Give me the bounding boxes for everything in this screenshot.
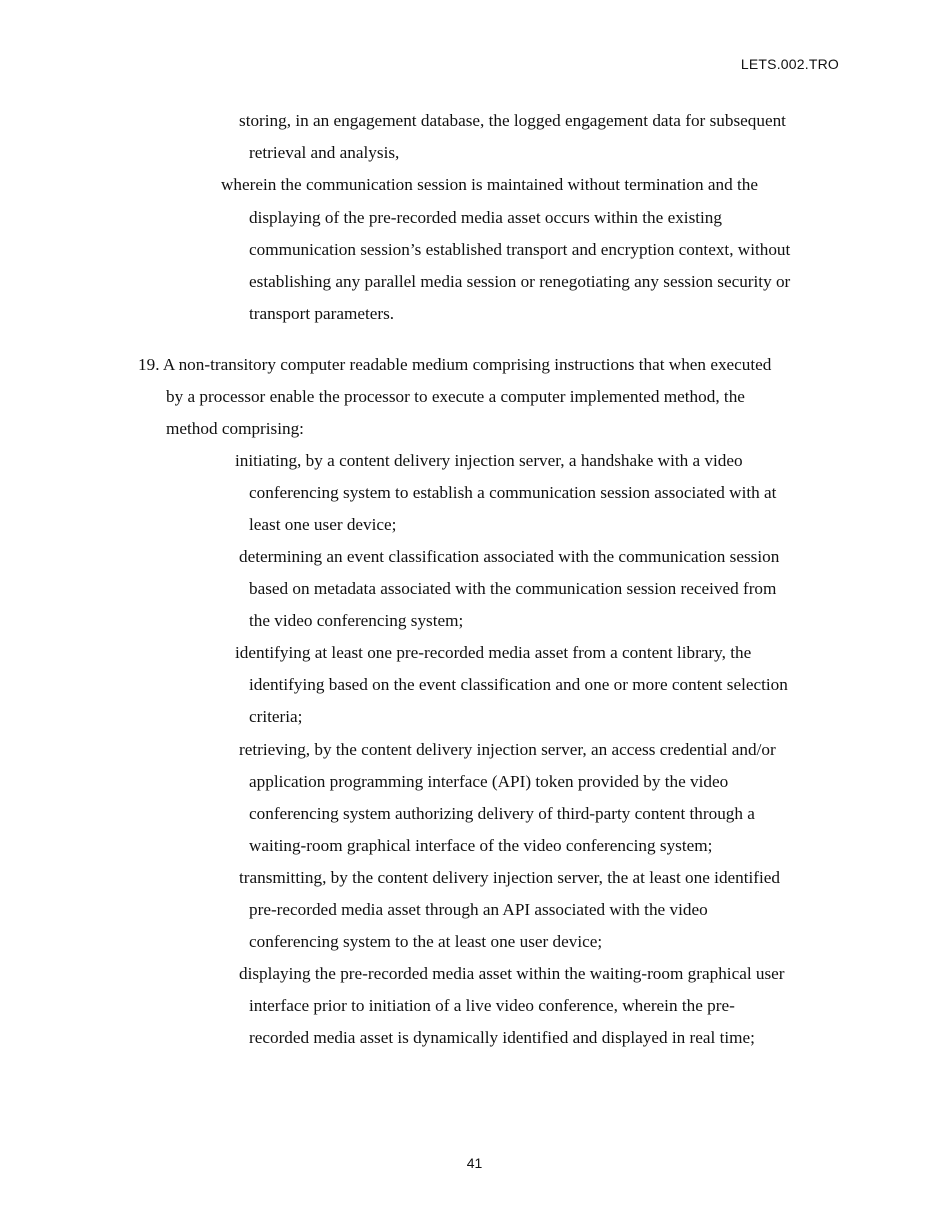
text-line: waiting-room graphical interface of the video conferencing system; [249,836,713,855]
text-line: initiating, by a content delivery injection server, a handshake with a video [235,451,743,470]
text-line: by a processor enable the processor to execute a computer implemented method, the [166,387,745,406]
text-line: method comprising: [166,419,304,438]
text-line: displaying of the pre-recorded media asset occurs within the existing [249,208,722,227]
text-line: identifying at least one pre-recorded media asset from a content library, the [235,643,752,662]
text-line: based on metadata associated with the communication session received from [249,579,777,598]
text-line: displaying the pre-recorded media asset within the waiting-room graphical user [239,964,785,983]
text-line: determining an event classification associated with the communication session [239,547,780,566]
text-line: recorded media asset is dynamically identified and displayed in real time; [249,1028,755,1047]
text-line: criteria; [249,707,303,726]
text-line: transport parameters. [249,304,395,323]
text-line: application programming interface (API) token provided by the video [249,772,729,791]
document-id: LETS.002.TRO [740,56,839,72]
text-line: establishing any parallel media session or renegotiating any session security or [249,272,791,291]
claim-heading-line: 19. A non-transitory computer readable medium comprising instructions that when executed [138,355,772,374]
text-line: retrieving, by the content delivery injection server, an access credential and/or [239,740,776,759]
text-line: conferencing system authorizing delivery of third-party content through a [249,804,755,823]
text-line: wherein the communication session is maintained without termination and the [221,175,758,194]
text-line: least one user device; [249,515,397,534]
text-line: storing, in an engagement database, the logged engagement data for subsequent [239,111,786,130]
text-line: conferencing system to the at least one user device; [249,932,603,951]
text-line: communication session’s established transport and encryption context, without [249,240,791,259]
text-line: the video conferencing system; [249,611,464,630]
text-line: conferencing system to establish a communication session associated with at [249,483,777,502]
text-line: interface prior to initiation of a live video conference, wherein the pre- [249,996,735,1015]
text-line: retrieval and analysis, [249,143,400,162]
page-number: 41 [466,1155,483,1171]
text-line: identifying based on the event classification and one or more content selection [249,675,788,694]
text-line: transmitting, by the content delivery injection server, the at least one identified [239,868,781,887]
text-line: pre-recorded media asset through an API associated with the video [249,900,708,919]
